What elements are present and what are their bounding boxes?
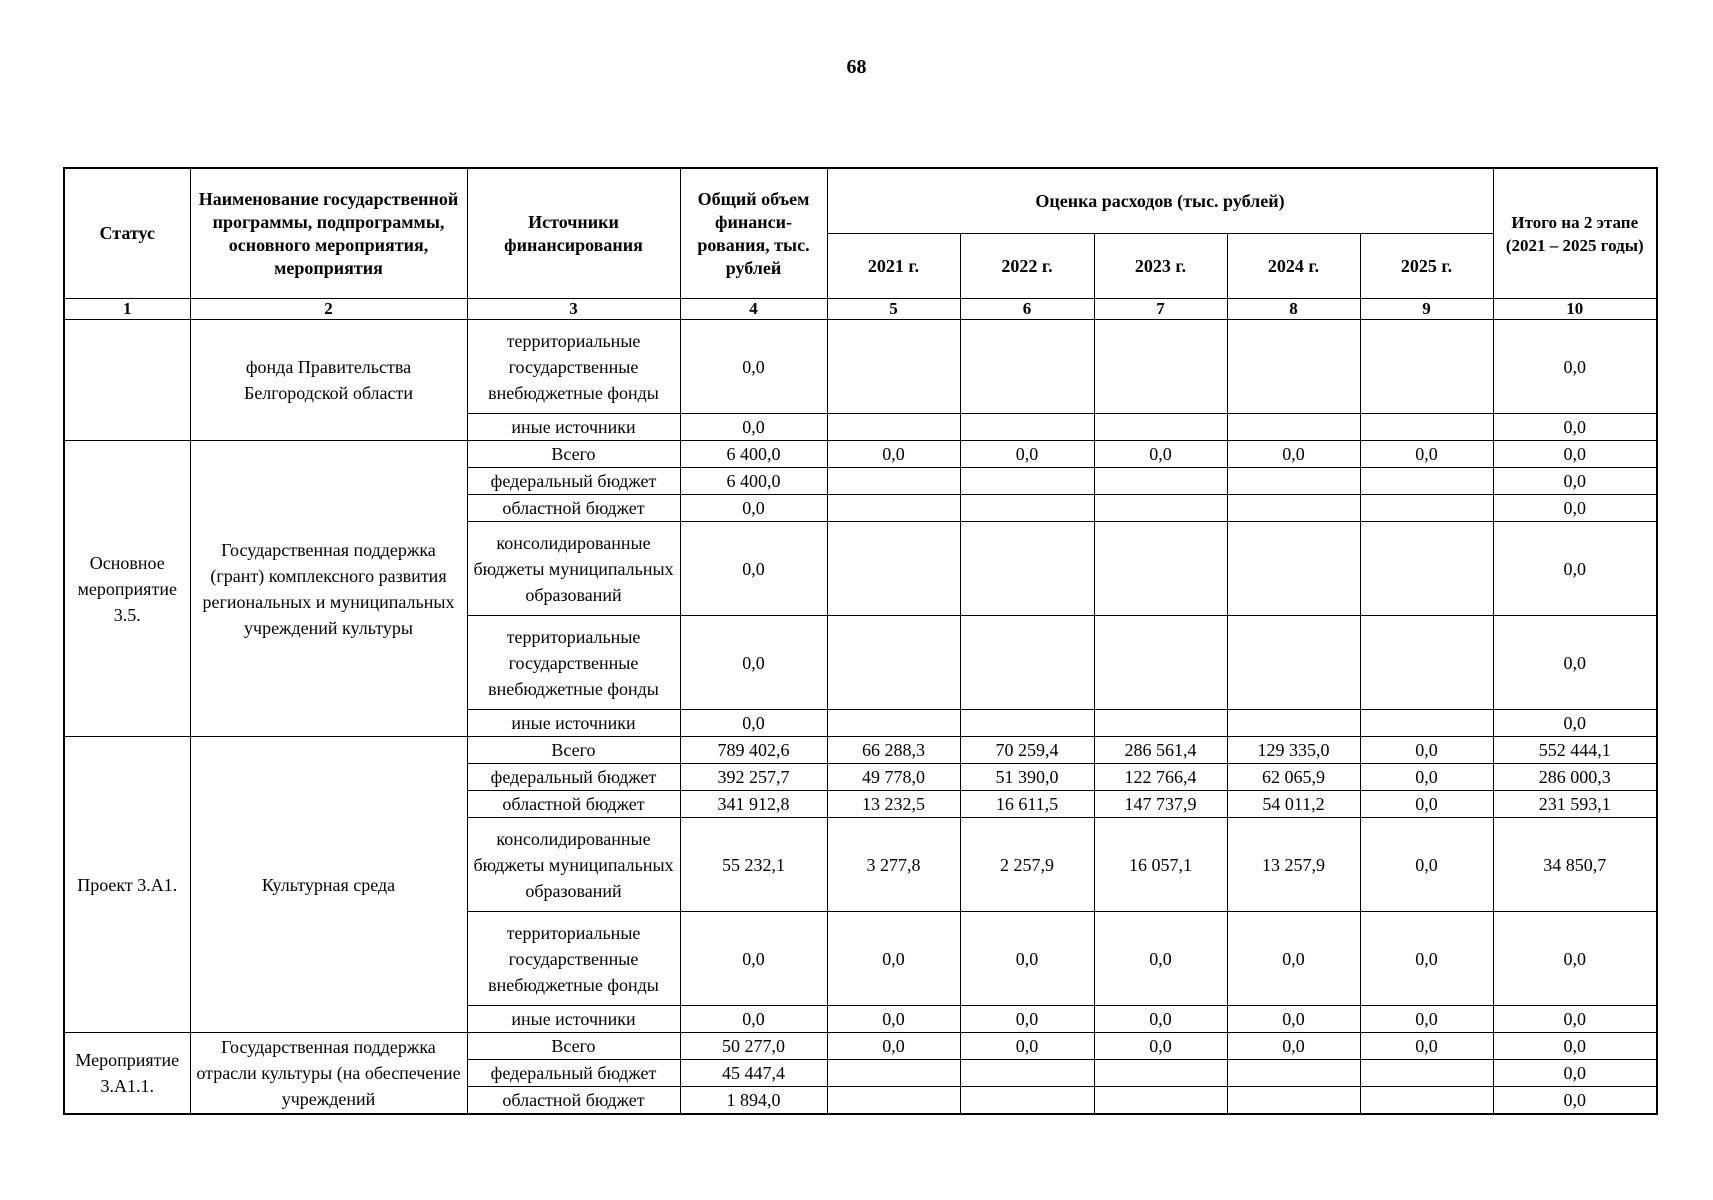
year-cell	[960, 320, 1094, 414]
stage-total-cell: 34 850,7	[1493, 818, 1657, 912]
year-cell	[827, 320, 960, 414]
year-cell: 13 257,9	[1227, 818, 1360, 912]
year-cell	[1227, 468, 1360, 495]
year-cell: 0,0	[1360, 1033, 1493, 1060]
name-cell: Государственная поддержка отрасли культуры (на обеспечение учреждений	[190, 1033, 467, 1115]
column-number: 6	[960, 299, 1094, 320]
source-cell: областной бюджет	[467, 1087, 680, 1115]
stage-total-cell: 0,0	[1493, 616, 1657, 710]
column-number: 10	[1493, 299, 1657, 320]
total-cell: 341 912,8	[680, 791, 827, 818]
year-cell	[827, 1087, 960, 1115]
year-cell: 129 335,0	[1227, 737, 1360, 764]
year-cell	[1227, 1060, 1360, 1087]
year-cell: 49 778,0	[827, 764, 960, 791]
source-cell: Всего	[467, 737, 680, 764]
year-cell	[1094, 495, 1227, 522]
year-cell	[827, 495, 960, 522]
year-cell	[1360, 320, 1493, 414]
year-cell: 0,0	[827, 441, 960, 468]
year-cell	[960, 1060, 1094, 1087]
header-stage-total: Итого на 2 этапе (2021 – 2025 годы)	[1493, 168, 1657, 299]
year-cell	[1227, 320, 1360, 414]
year-cell: 0,0	[960, 1033, 1094, 1060]
total-cell: 6 400,0	[680, 468, 827, 495]
budget-table	[63, 167, 1658, 1115]
source-cell: Всего	[467, 441, 680, 468]
total-cell: 0,0	[680, 912, 827, 1006]
year-cell: 0,0	[827, 1006, 960, 1033]
year-cell	[960, 495, 1094, 522]
year-cell	[1360, 1087, 1493, 1115]
year-cell	[827, 468, 960, 495]
year-cell	[827, 616, 960, 710]
year-cell	[1360, 495, 1493, 522]
source-cell: территориальные государственные внебюджетные фонды	[467, 912, 680, 1006]
year-cell: 0,0	[1094, 1006, 1227, 1033]
year-cell	[1094, 616, 1227, 710]
column-number: 4	[680, 299, 827, 320]
column-number: 8	[1227, 299, 1360, 320]
year-cell: 0,0	[1094, 441, 1227, 468]
year-cell	[827, 1060, 960, 1087]
stage-total-cell: 0,0	[1493, 468, 1657, 495]
year-cell: 0,0	[1094, 912, 1227, 1006]
column-number-row	[64, 299, 1657, 320]
year-cell	[1094, 1060, 1227, 1087]
year-cell: 70 259,4	[960, 737, 1094, 764]
year-cell	[960, 616, 1094, 710]
year-cell: 0,0	[1360, 791, 1493, 818]
year-cell	[1360, 1060, 1493, 1087]
stage-total-cell: 0,0	[1493, 414, 1657, 441]
table-row	[64, 320, 1657, 414]
year-cell	[1094, 414, 1227, 441]
year-cell	[1094, 1087, 1227, 1115]
year-cell	[1360, 710, 1493, 737]
year-cell	[960, 522, 1094, 616]
stage-total-cell: 0,0	[1493, 522, 1657, 616]
status-cell: Проект 3.А1.	[64, 737, 190, 1033]
total-cell: 392 257,7	[680, 764, 827, 791]
total-cell: 55 232,1	[680, 818, 827, 912]
year-cell: 3 277,8	[827, 818, 960, 912]
year-cell: 122 766,4	[1094, 764, 1227, 791]
year-cell: 0,0	[960, 912, 1094, 1006]
table-row	[64, 1033, 1657, 1060]
stage-total-cell: 0,0	[1493, 710, 1657, 737]
year-cell	[1227, 1087, 1360, 1115]
header-sources: Источники финансирования	[467, 168, 680, 299]
header-year-2025: 2025 г.	[1360, 234, 1493, 299]
year-cell: 0,0	[827, 912, 960, 1006]
year-cell: 286 561,4	[1094, 737, 1227, 764]
name-cell: Государственная поддержка (грант) комплексного развития региональных и муниципальных учреждений культуры	[190, 441, 467, 737]
stage-total-cell: 0,0	[1493, 1087, 1657, 1115]
column-number: 1	[64, 299, 190, 320]
year-cell	[1094, 522, 1227, 616]
year-cell: 0,0	[1227, 912, 1360, 1006]
stage-total-cell: 0,0	[1493, 912, 1657, 1006]
year-cell: 0,0	[1360, 441, 1493, 468]
year-cell	[1094, 710, 1227, 737]
stage-total-cell: 0,0	[1493, 1033, 1657, 1060]
header-year-2023: 2023 г.	[1094, 234, 1227, 299]
year-cell	[1360, 414, 1493, 441]
header-year-2021: 2021 г.	[827, 234, 960, 299]
year-cell	[1227, 710, 1360, 737]
year-cell: 51 390,0	[960, 764, 1094, 791]
year-cell: 147 737,9	[1094, 791, 1227, 818]
source-cell: иные источники	[467, 1006, 680, 1033]
source-cell: иные источники	[467, 710, 680, 737]
total-cell: 0,0	[680, 320, 827, 414]
year-cell	[1094, 468, 1227, 495]
total-cell: 0,0	[680, 710, 827, 737]
stage-total-cell: 0,0	[1493, 320, 1657, 414]
status-cell	[64, 320, 190, 441]
total-cell: 6 400,0	[680, 441, 827, 468]
status-cell: Мероприятие 3.А1.1.	[64, 1033, 190, 1115]
header-estimate: Оценка расходов (тыс. рублей)	[827, 168, 1493, 234]
year-cell	[960, 468, 1094, 495]
source-cell: федеральный бюджет	[467, 1060, 680, 1087]
year-cell	[960, 1087, 1094, 1115]
total-cell: 0,0	[680, 616, 827, 710]
source-cell: федеральный бюджет	[467, 764, 680, 791]
year-cell	[1360, 522, 1493, 616]
year-cell	[1094, 320, 1227, 414]
table-row	[64, 737, 1657, 764]
year-cell: 2 257,9	[960, 818, 1094, 912]
page-number: 68	[846, 56, 867, 78]
year-cell: 0,0	[1094, 1033, 1227, 1060]
year-cell: 16 057,1	[1094, 818, 1227, 912]
source-cell: консолидированные бюджеты муниципальных образований	[467, 522, 680, 616]
year-cell	[960, 414, 1094, 441]
year-cell: 13 232,5	[827, 791, 960, 818]
year-cell	[1360, 468, 1493, 495]
year-cell: 0,0	[1227, 441, 1360, 468]
year-cell: 0,0	[960, 441, 1094, 468]
header-status: Статус	[64, 168, 190, 299]
year-cell: 0,0	[1360, 818, 1493, 912]
header-total-volume: Общий объем финанси-рования, тыс. рублей	[680, 168, 827, 299]
source-cell: территориальные государственные внебюджетные фонды	[467, 320, 680, 414]
column-number: 7	[1094, 299, 1227, 320]
name-cell: фонда Правительства Белгородской области	[190, 320, 467, 441]
year-cell	[827, 710, 960, 737]
column-number: 2	[190, 299, 467, 320]
year-cell	[827, 522, 960, 616]
source-cell: Всего	[467, 1033, 680, 1060]
column-number: 5	[827, 299, 960, 320]
total-cell: 45 447,4	[680, 1060, 827, 1087]
stage-total-cell: 286 000,3	[1493, 764, 1657, 791]
column-number: 3	[467, 299, 680, 320]
source-cell: федеральный бюджет	[467, 468, 680, 495]
stage-total-cell: 231 593,1	[1493, 791, 1657, 818]
total-cell: 0,0	[680, 1006, 827, 1033]
stage-total-cell: 0,0	[1493, 1006, 1657, 1033]
source-cell: областной бюджет	[467, 791, 680, 818]
source-cell: территориальные государственные внебюджетные фонды	[467, 616, 680, 710]
total-cell: 0,0	[680, 495, 827, 522]
source-cell: областной бюджет	[467, 495, 680, 522]
year-cell: 0,0	[1360, 764, 1493, 791]
year-cell	[1227, 495, 1360, 522]
year-cell: 66 288,3	[827, 737, 960, 764]
header-year-2024: 2024 г.	[1227, 234, 1360, 299]
year-cell: 0,0	[1360, 912, 1493, 1006]
year-cell: 0,0	[1360, 737, 1493, 764]
year-cell	[1360, 616, 1493, 710]
total-cell: 1 894,0	[680, 1087, 827, 1115]
status-cell: Основное мероприятие 3.5.	[64, 441, 190, 737]
year-cell	[1227, 616, 1360, 710]
year-cell	[1227, 414, 1360, 441]
total-cell: 0,0	[680, 414, 827, 441]
year-cell: 0,0	[1227, 1006, 1360, 1033]
year-cell: 0,0	[1227, 1033, 1360, 1060]
total-cell: 789 402,6	[680, 737, 827, 764]
year-cell: 0,0	[1360, 1006, 1493, 1033]
year-cell	[960, 710, 1094, 737]
header-year-2022: 2022 г.	[960, 234, 1094, 299]
year-cell: 0,0	[827, 1033, 960, 1060]
stage-total-cell: 552 444,1	[1493, 737, 1657, 764]
year-cell: 16 611,5	[960, 791, 1094, 818]
year-cell: 0,0	[960, 1006, 1094, 1033]
stage-total-cell: 0,0	[1493, 441, 1657, 468]
year-cell: 62 065,9	[1227, 764, 1360, 791]
total-cell: 0,0	[680, 522, 827, 616]
source-cell: консолидированные бюджеты муниципальных образований	[467, 818, 680, 912]
source-cell: иные источники	[467, 414, 680, 441]
name-cell: Культурная среда	[190, 737, 467, 1033]
year-cell	[1227, 522, 1360, 616]
stage-total-cell: 0,0	[1493, 495, 1657, 522]
year-cell: 54 011,2	[1227, 791, 1360, 818]
column-number: 9	[1360, 299, 1493, 320]
table-row	[64, 441, 1657, 468]
year-cell	[827, 414, 960, 441]
total-cell: 50 277,0	[680, 1033, 827, 1060]
stage-total-cell: 0,0	[1493, 1060, 1657, 1087]
header-name: Наименование государственной программы, подпрограммы, основного мероприятия, мероприятия	[190, 168, 467, 299]
